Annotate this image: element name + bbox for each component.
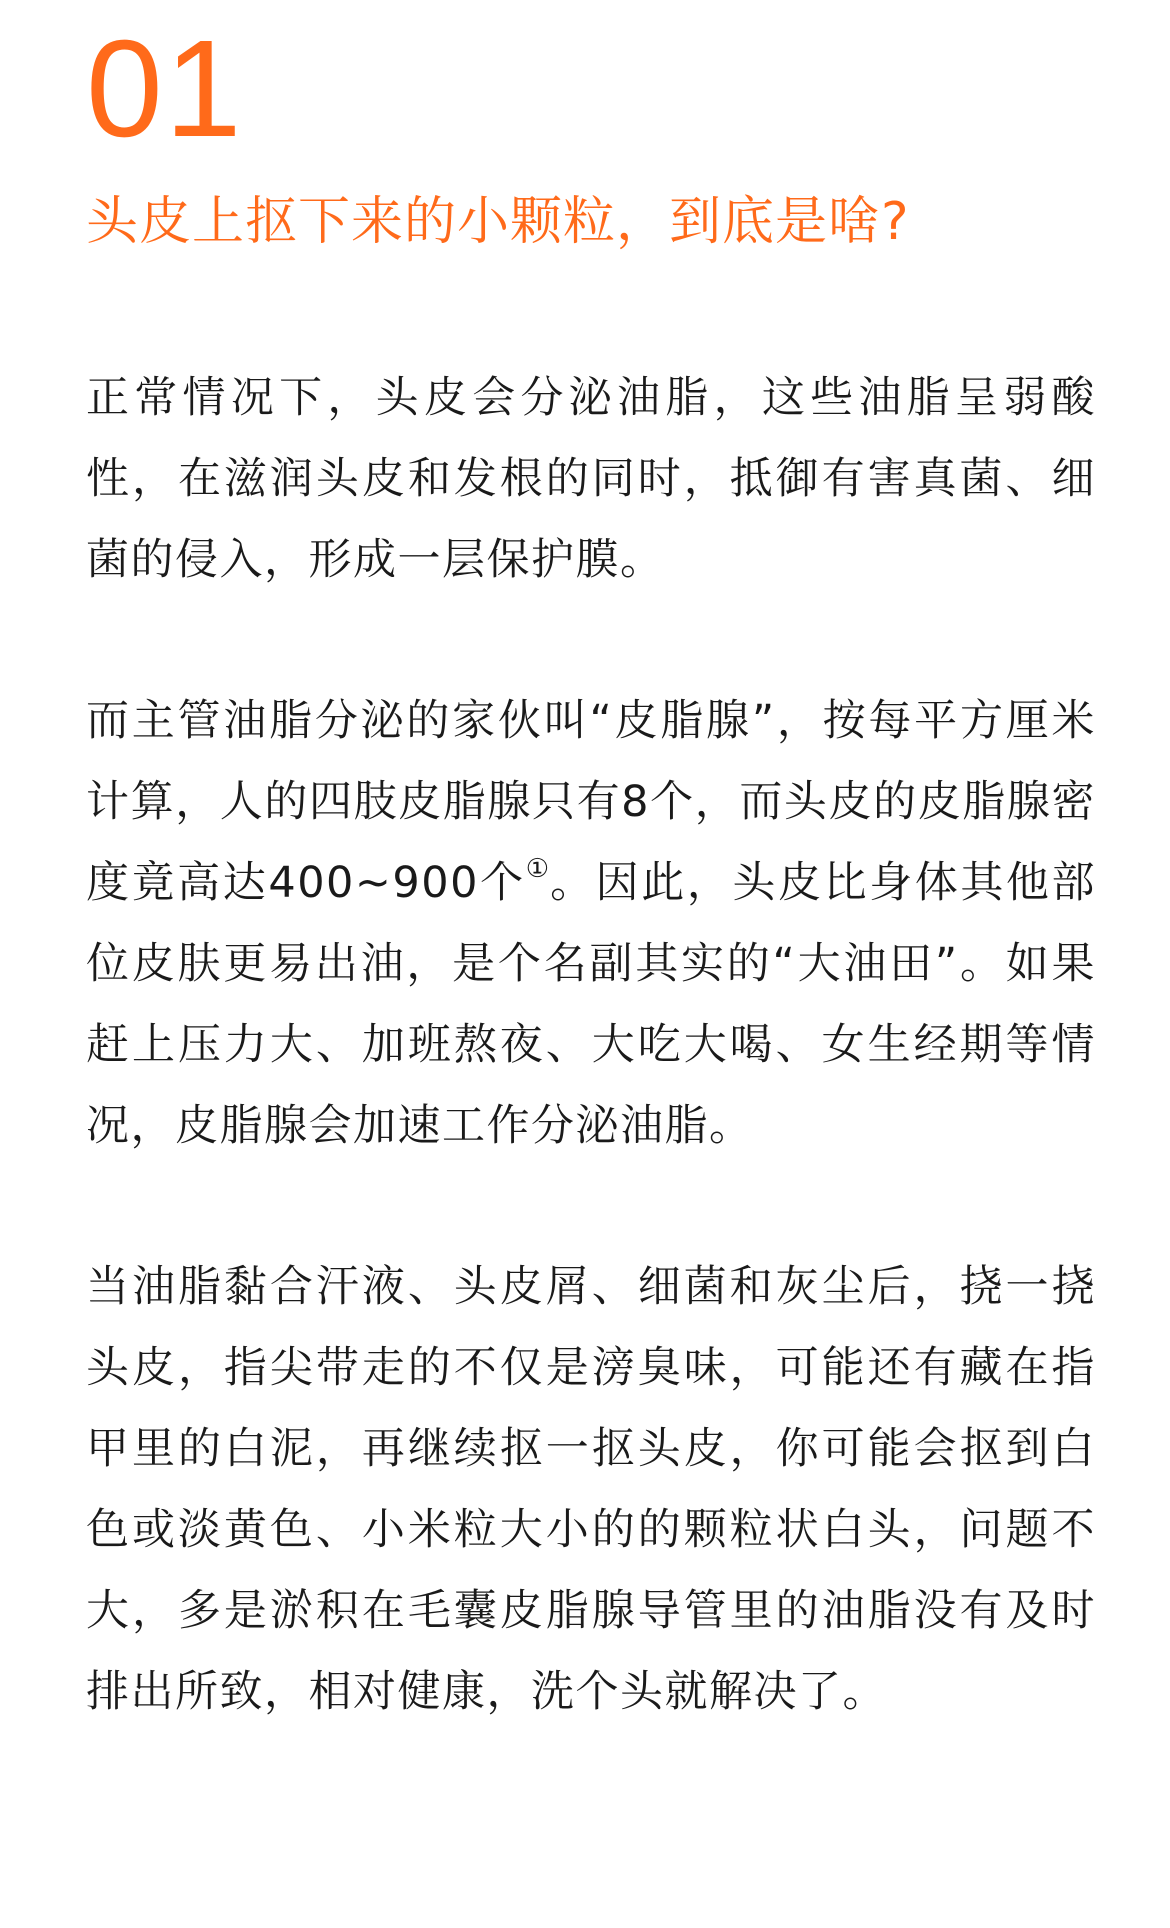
paragraph-text: 。因此，头皮比身体其他部位皮肤更易出油，是个名副其实的“大油田”。如果赶上压力大、加班熬夜、大吃大喝、女生经期等情况，皮脂腺会加速工作分泌油脂。 [86,858,1097,1151]
section-number: 01 [86,12,244,166]
article [86,12,1097,1733]
paragraph-scalp-oil: 正常情况下，头皮会分泌油脂，这些油脂呈弱酸性，在滋润头皮和发根的同时，抵御有害真菌、细菌的侵入，形成一层保护膜。 [86,373,1096,585]
section-title: 头皮上抠下来的小颗粒，到底是啥? [86,192,910,252]
footnote-marker[interactable]: ① [525,854,551,884]
paragraph-sebaceous-glands [86,681,1096,1167]
paragraph-text: 而主管油脂分泌的家伙叫“皮脂腺”，按每平方厘米计算，人的四肢皮脂腺只有8个，而头皮的皮脂腺密度竟高达400~900个 [86,696,1096,908]
paragraph-scalp-particles: 当油脂黏合汗液、头皮屑、细菌和灰尘后，挠一挠头皮，指尖带走的不仅是滂臭味，可能还有藏在指甲里的白泥，再继续抠一抠头皮，你可能会抠到白色或淡黄色、小米粒大小的的颗粒状白头，问题不大，多是淤积在毛囊皮脂腺导管里的油脂没有及时排出所致，相对健康，洗个头就解决了。 [86,1262,1096,1717]
